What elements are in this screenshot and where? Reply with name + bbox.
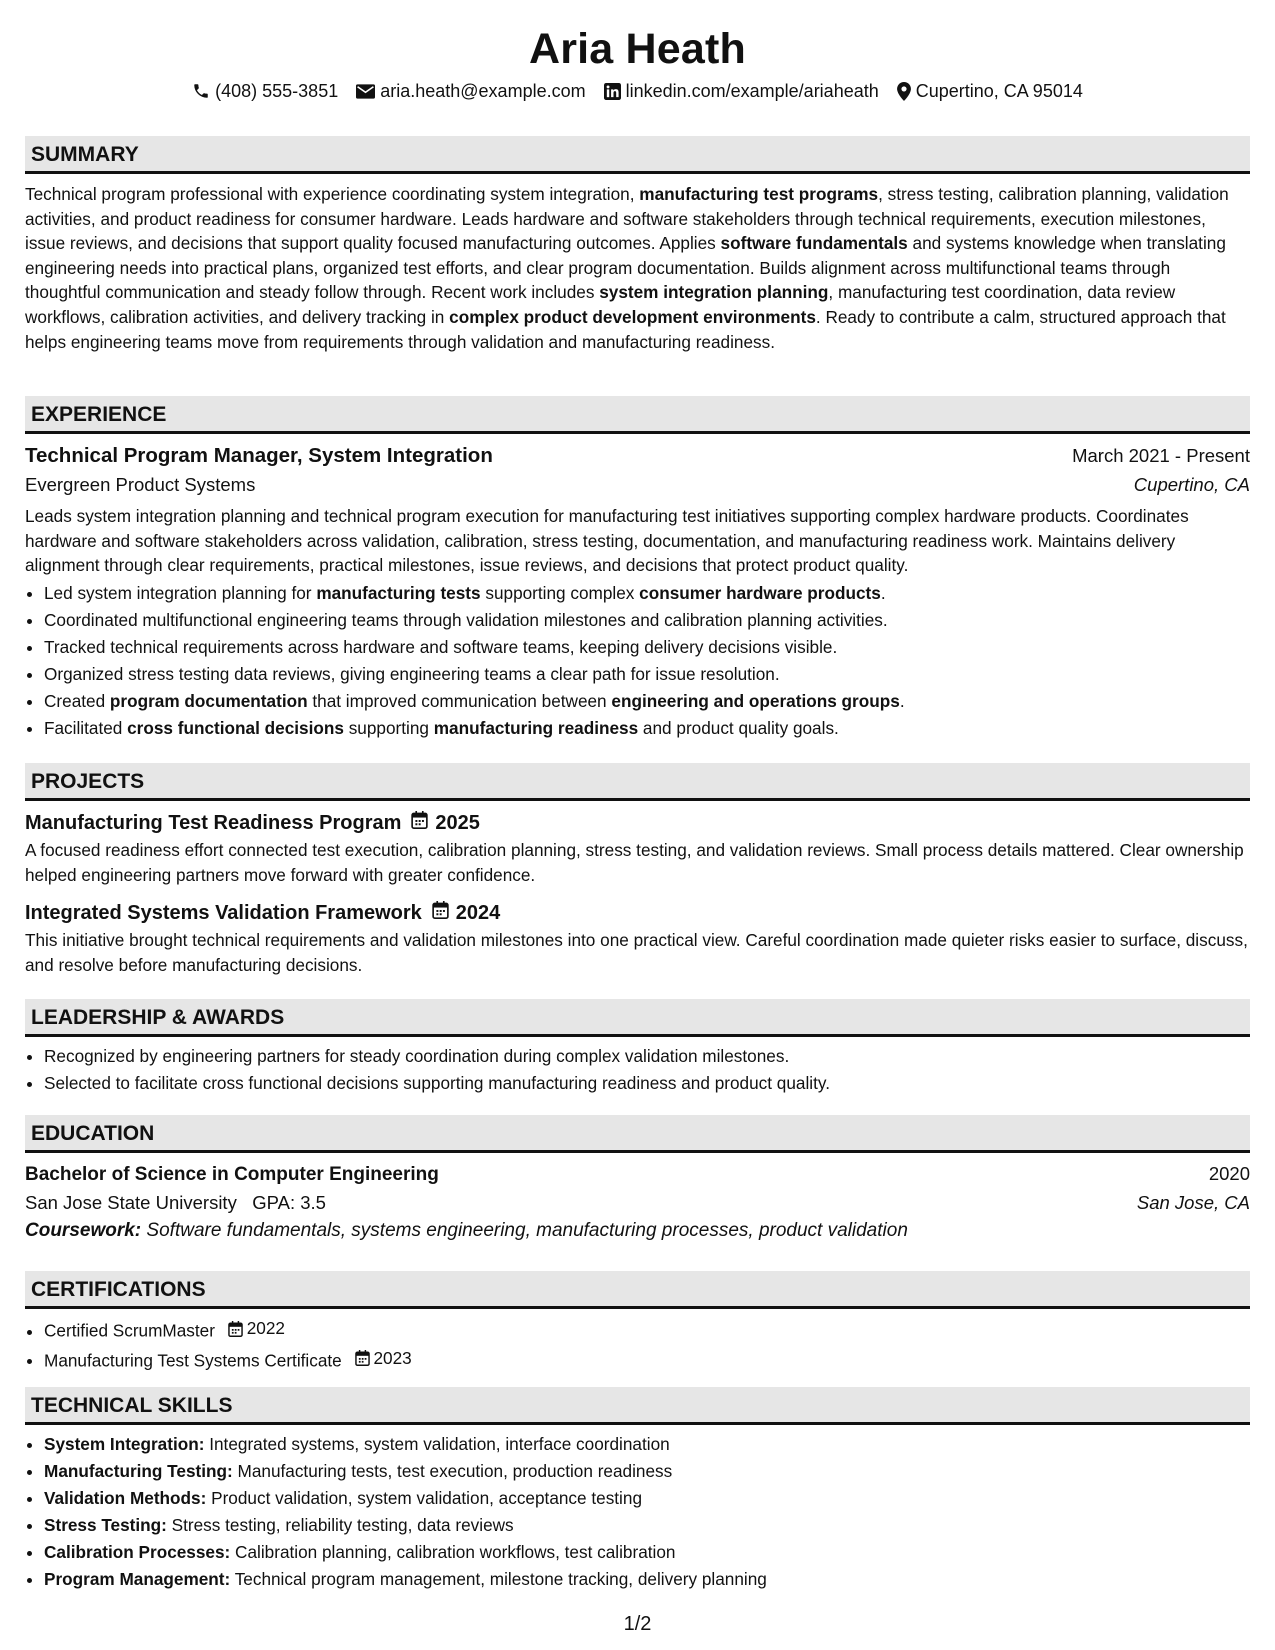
leadership-heading: LEADERSHIP & AWARDS [25, 999, 1250, 1037]
education-section [25, 1115, 1250, 1242]
leadership-section [25, 999, 1250, 1097]
job-title: Technical Program Manager, System Integration [25, 444, 493, 467]
list-item: • System Integration: Integrated systems, system validation, interface coordination [44, 1431, 1250, 1458]
list-item [44, 1345, 1250, 1375]
project-header [25, 901, 1250, 925]
phone-icon [192, 82, 210, 100]
contact-bar [25, 79, 1250, 103]
certification-year-group [228, 1315, 285, 1342]
linkedin-text: linkedin.com/example/ariaheath [625, 80, 879, 101]
list-item: • Led system integration planning for manufacturing tests supporting complex consumer hardware products. [44, 580, 1250, 607]
gpa: GPA: 3.5 [252, 1192, 326, 1213]
job-dates: March 2021 - Present [1072, 445, 1250, 466]
certification-name: Manufacturing Test Systems Certificate [44, 1350, 342, 1370]
project-year: 2024 [455, 901, 501, 924]
phone-text: (408) 555-3851 [215, 80, 339, 101]
project-year-group [432, 901, 501, 925]
projects-heading: PROJECTS [25, 763, 1250, 801]
project-name: Manufacturing Test Readiness Program [25, 811, 402, 834]
list-item: • Tracked technical requirements across hardware and software teams, keeping delivery decisions visible. [44, 634, 1250, 661]
summary-section [25, 136, 1250, 354]
skills-heading: TECHNICAL SKILLS [25, 1387, 1250, 1425]
school-location: San Jose, CA [1136, 1192, 1250, 1213]
contact-location [897, 81, 1083, 102]
certifications-list [25, 1315, 1250, 1374]
experience-section [25, 396, 1250, 742]
project-description: This initiative brought technical requirements and validation milestones into one practical view. Careful coordination made quieter risks easier to surface, discuss, and resolve before manufacturing decisions. [25, 930, 1248, 975]
page-number: 1/2 [623, 1613, 652, 1635]
list-item: • Facilitated cross functional decisions supporting manufacturing readiness and product quality goals. [44, 715, 1250, 742]
certification-year: 2022 [246, 1318, 285, 1338]
coursework-label: Coursework: [25, 1220, 142, 1241]
calendar-icon [355, 1350, 370, 1366]
job-description: Leads system integration planning and technical program execution for manufacturing test initiatives supporting complex hardware products. Coordinates hardware and software stakeholders across validation, calibration, stress testing, documentation, and manufacturing readiness work. Maintains delivery alignment through clear requirements, practical milestones, issue reviews, and decisions that protect product quality. [25, 506, 1189, 576]
list-item: • Recognized by engineering partners for steady coordination during complex validation milestones. [44, 1043, 1250, 1070]
list-item: • Organized stress testing data reviews, giving engineering teams a clear path for issue resolution. [44, 661, 1250, 688]
education-subheader [25, 1192, 1250, 1214]
leadership-list [25, 1043, 1250, 1097]
envelope-icon [356, 84, 375, 99]
contact-linkedin[interactable] [604, 81, 879, 102]
project-header [25, 811, 1250, 835]
calendar-icon [228, 1321, 243, 1337]
degree: Bachelor of Science in Computer Engineering [25, 1164, 439, 1185]
certification-name: Certified ScrumMaster [44, 1320, 215, 1341]
contact-phone[interactable] [192, 81, 338, 102]
certifications-heading: CERTIFICATIONS [25, 1271, 1250, 1309]
projects-section [25, 763, 1250, 977]
project-name: Integrated Systems Validation Framework [25, 901, 422, 924]
project-year: 2025 [435, 811, 480, 834]
graduation-year: 2020 [1208, 1163, 1250, 1184]
experience-heading: EXPERIENCE [25, 396, 1250, 434]
project-year-group [411, 811, 480, 835]
contact-email[interactable] [356, 81, 585, 102]
job-subheader [25, 468, 1250, 496]
email-text: aria.heath@example.com [380, 80, 586, 101]
list-item: • Validation Methods: Product validation, system validation, acceptance testing [44, 1485, 1250, 1512]
skills-section [25, 1387, 1250, 1593]
list-item: • Program Management: Technical program management, milestone tracking, delivery planning [44, 1566, 1250, 1593]
list-item [44, 1315, 1250, 1345]
certification-year-group [355, 1345, 412, 1372]
list-item: • Created program documentation that improved communication between engineering and operations groups. [44, 688, 1250, 715]
certifications-section [25, 1271, 1250, 1374]
linkedin-icon [604, 83, 621, 100]
education-heading: EDUCATION [25, 1115, 1250, 1153]
summary-text: Technical program professional with experience coordinating system integration, manufacturing test programs, stress testing, calibration planning, validation activities, and product readiness for consumer hardware. Leads hardware and software stakeholders through technical requirements, execution milestones, issue reviews, and decisions that support quality focused manufacturing outcomes. Applies software fundamentals and systems knowledge when translating engineering needs into practical plans, organized test efforts, and clear program documentation. Builds alignment across multifunctional teams through thoughtful communication and steady follow through. Recent work includes system integration planning, manufacturing test coordination, data review workflows, calibration activities, and delivery tracking in complex product development environments. Ready to contribute a calm, structured approach that helps engineering teams move from requirements through validation and manufacturing readiness. [25, 184, 1229, 352]
list-item: • Calibration Processes: Calibration planning, calibration workflows, test calibration [44, 1539, 1250, 1566]
calendar-icon [411, 811, 428, 835]
summary-heading: SUMMARY [25, 136, 1250, 174]
project-description: A focused readiness effort connected test execution, calibration planning, stress testing, and validation reviews. Small process details mattered. Clear ownership helped engineering partners move forward with greater confidence. [25, 840, 1244, 885]
list-item: • Stress Testing: Stress testing, reliability testing, data reviews [44, 1512, 1250, 1539]
location-text: Cupertino, CA 95014 [915, 80, 1083, 101]
job-bullets [25, 580, 1250, 742]
school-name: San Jose State University [25, 1192, 237, 1213]
education-header [25, 1163, 1250, 1186]
list-item: • Selected to facilitate cross functional decisions supporting manufacturing readiness and product quality. [44, 1070, 1250, 1097]
list-item: • Manufacturing Testing: Manufacturing tests, test execution, production readiness [44, 1458, 1250, 1485]
resume-page [25, 0, 1250, 1589]
map-pin-icon [897, 82, 911, 101]
certification-year: 2023 [373, 1347, 412, 1368]
calendar-icon [432, 901, 449, 925]
coursework-text: Software fundamentals, systems engineering, manufacturing processes, product validation [141, 1220, 908, 1241]
job-company: Evergreen Product Systems [25, 474, 256, 495]
job-location: Cupertino, CA [1133, 474, 1250, 495]
list-item: • Coordinated multifunctional engineering teams through validation milestones and calibration planning activities. [44, 607, 1250, 634]
school-line [25, 1192, 326, 1214]
candidate-name: Aria Heath [528, 25, 747, 73]
job-header [25, 434, 1250, 468]
skills-list [25, 1431, 1250, 1593]
coursework [25, 1220, 1250, 1242]
